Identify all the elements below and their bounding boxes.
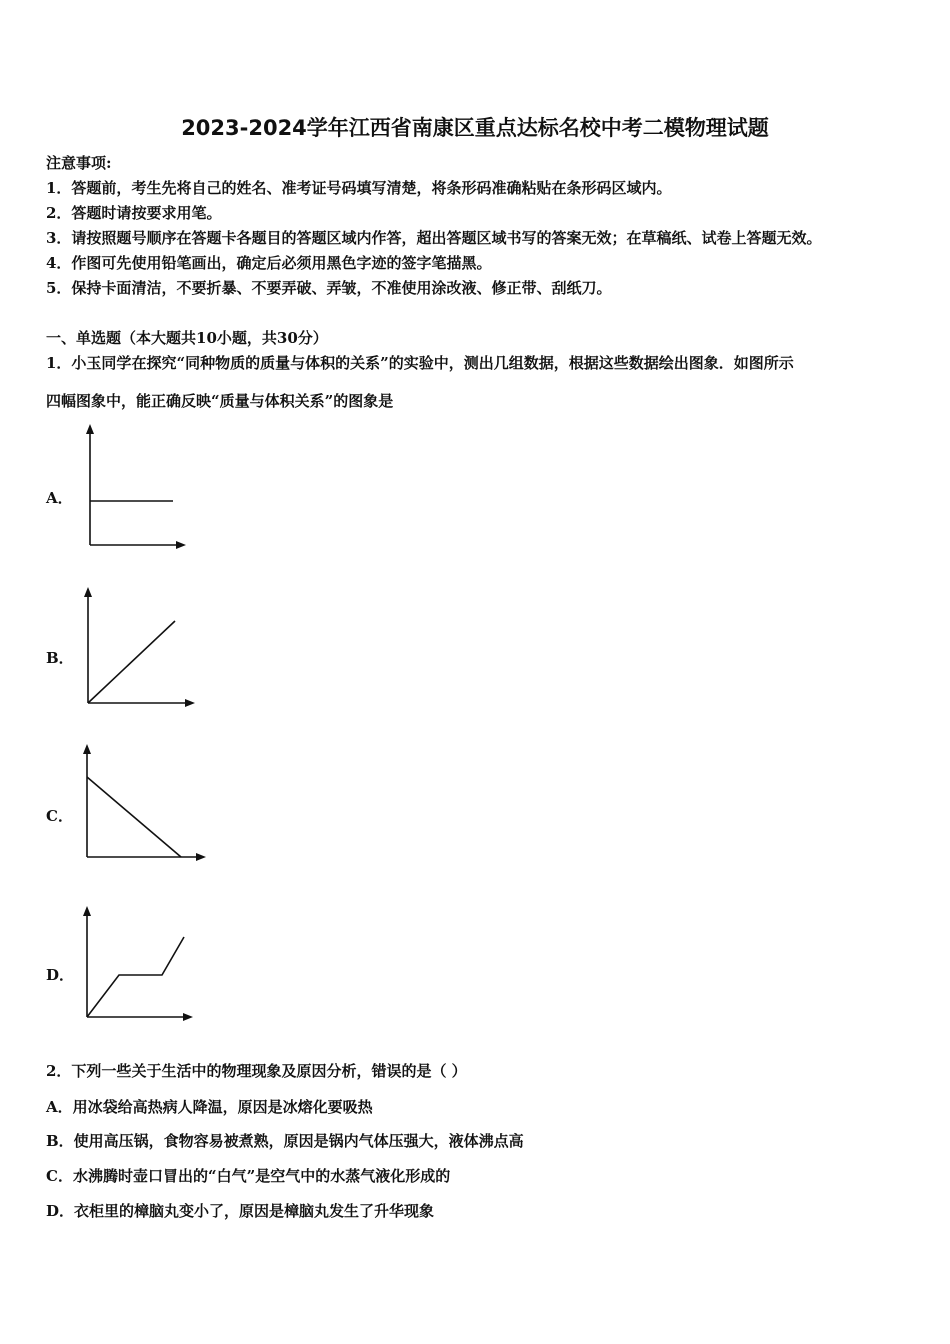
notice-item-4: 4．作图可先使用铅笔画出，确定后必须用黑色字迹的签字笔描黑。 [46, 254, 492, 272]
q2-option-b: B．使用高压锅，食物容易被煮熟，原因是锅内气体压强大，液体沸点高 [46, 1132, 524, 1150]
q1-option-c-graph [77, 740, 212, 865]
graph-line-increasing [88, 621, 175, 703]
x-axis-arrow [185, 699, 195, 707]
y-axis-arrow [84, 587, 92, 597]
notice-item-5: 5．保持卡面清洁，不要折暴、不要弄破、弄皱，不准使用涂改液、修正带、刮纸刀。 [46, 279, 612, 297]
notice-heading: 注意事项: [46, 154, 112, 172]
x-axis-arrow [183, 1013, 193, 1021]
notice-item-1: 1．答题前，考生先将自己的姓名、准考证号码填写清楚，将条形码准确粘贴在条形码区域内。 [46, 179, 672, 197]
q2-stem: 2．下列一些关于生活中的物理现象及原因分析，错误的是（ ） [46, 1062, 467, 1080]
q1-option-a-graph [80, 420, 195, 555]
x-axis-arrow [196, 853, 206, 861]
q1-option-a-label: A． [46, 489, 73, 507]
notice-item-3: 3．请按照题号顺序在答题卡各题目的答题区域内作答，超出答题区域书写的答案无效；在草稿纸、试卷上答题无效。 [46, 229, 822, 247]
exam-title: 2023-2024学年江西省南康区重点达标名校中考二模物理试题 [181, 116, 769, 140]
y-axis-arrow [83, 744, 91, 754]
x-axis-arrow [176, 541, 186, 549]
section-heading: 一、单选题（本大题共10小题，共30分） [46, 329, 328, 347]
q1-option-d-label: D． [46, 966, 75, 984]
q1-option-b-graph [78, 583, 203, 713]
q1-stem-line1: 1．小玉同学在探究“同种物质的质量与体积的关系”的实验中，测出几组数据，根据这些数据绘出图象．如图所示 [46, 354, 794, 372]
graph-line-rise-flat-rise [87, 937, 184, 1017]
y-axis-arrow [83, 906, 91, 916]
y-axis-arrow [86, 424, 94, 434]
q1-option-c-label: C． [46, 807, 73, 825]
notice-item-2: 2．答题时请按要求用笔。 [46, 204, 222, 222]
q2-option-a: A．用冰袋给高热病人降温，原因是冰熔化要吸热 [46, 1098, 373, 1116]
q2-option-c: C．水沸腾时壶口冒出的“白气”是空气中的水蒸气液化形成的 [46, 1167, 451, 1185]
q1-option-b-label: B． [46, 649, 74, 667]
q1-stem-line2: 四幅图象中，能正确反映“质量与体积关系”的图象是 [46, 392, 394, 410]
q1-option-d-graph [77, 902, 202, 1027]
q2-option-d: D．衣柜里的樟脑丸变小了，原因是樟脑丸发生了升华现象 [46, 1202, 435, 1220]
graph-line-decreasing [87, 777, 181, 857]
